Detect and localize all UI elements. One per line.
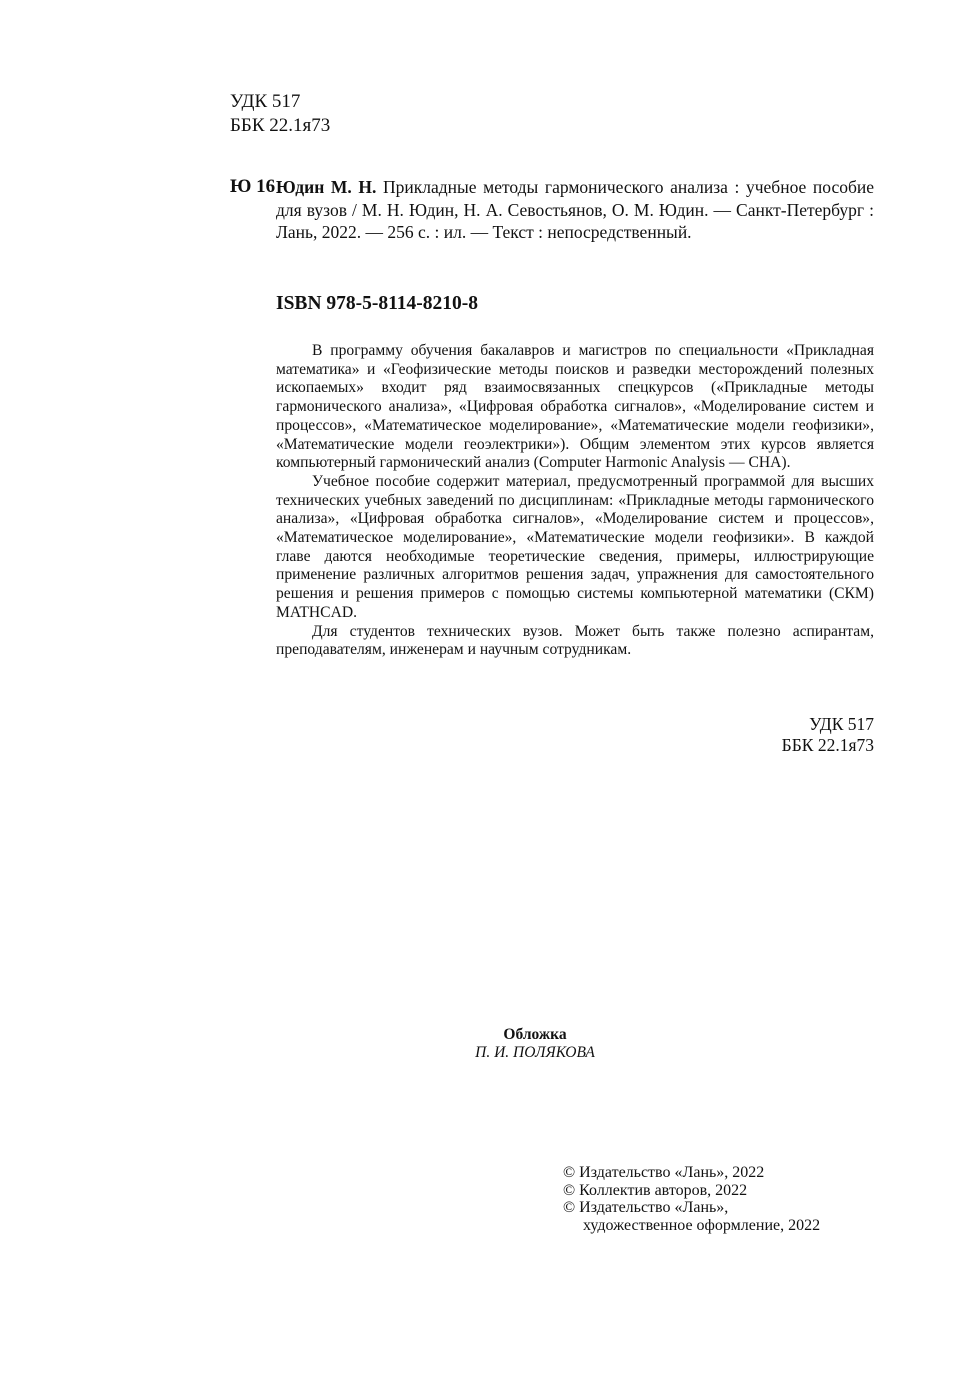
abstract-paragraph-2: Учебное пособие содержит материал, предусмотренный программой для высших технических учебных заведений по дисциплинам: «Прикладные методы гармонического анализа», «Цифровая обработка сигналов», «Моделирование систем и процессов», «Математическое моделирование», «Математические модели геофизики». В каждой главе даются необходимые теоретические сведения, примеры, иллюстрирующие применение различных алгоритмов решения задач, упражнения для самостоятельного решения и решения примеров с помощью системы компьютерной математики (СКМ) MATHCAD. <box>276 472 874 621</box>
copyright-line-3: © Издательство «Лань», <box>563 1199 729 1216</box>
bibliographic-description <box>276 176 874 244</box>
cover-designer: П. И. ПОЛЯКОВА <box>475 1044 595 1061</box>
cover-credit <box>420 1026 650 1062</box>
description-text: Прикладные методы гармонического анализа : учебное пособие для вузов / М. Н. Юдин, Н. А. Севостьянов, О. М. Юдин. — Санкт-Петербург : Лань, 2022. — 256 с. : ил. — Текст : непосредственный. <box>276 177 875 242</box>
footer-classification <box>782 714 874 756</box>
abstract-paragraph-3: Для студентов технических вузов. Может быть также полезно аспирантам, преподавателям, инженерам и научным сотрудникам. <box>276 622 874 659</box>
isbn: ISBN 978-5-8114-8210-8 <box>276 293 479 314</box>
copyright-block <box>563 1164 820 1234</box>
footer-udk: УДК 517 <box>809 714 874 734</box>
author-mark: Ю 16 <box>230 176 276 197</box>
copyright-line-1: © Издательство «Лань», 2022 <box>563 1164 765 1181</box>
copyright-line-4: художественное оформление, 2022 <box>583 1216 821 1234</box>
header-udk: УДК 517 <box>230 91 301 112</box>
copyright-line-2: © Коллектив авторов, 2022 <box>563 1181 748 1199</box>
author-name: Юдин М. Н. <box>276 177 377 197</box>
header-bbk: ББК 22.1я73 <box>230 115 331 136</box>
cover-label: Обложка <box>503 1026 567 1043</box>
header-classification <box>230 90 330 138</box>
footer-bbk: ББК 22.1я73 <box>781 735 874 755</box>
abstract <box>276 342 874 660</box>
abstract-paragraph-1: В программу обучения бакалавров и магистров по специальности «Прикладная математика» и «Геофизические методы поисков и разведки месторождений полезных ископаемых» входит ряд взаимосвязанных спецкурсов («Прикладные методы гармонического анализа», «Цифровая обработка сигналов», «Моделирование систем и процессов», «Математическое моделирование», «Математические модели геофизики», «Математические модели геоэлектрики»). Общим элементом этих курсов является компьютерный гармонический анализ (Computer Harmonic Analysis — CHA). <box>276 342 874 472</box>
